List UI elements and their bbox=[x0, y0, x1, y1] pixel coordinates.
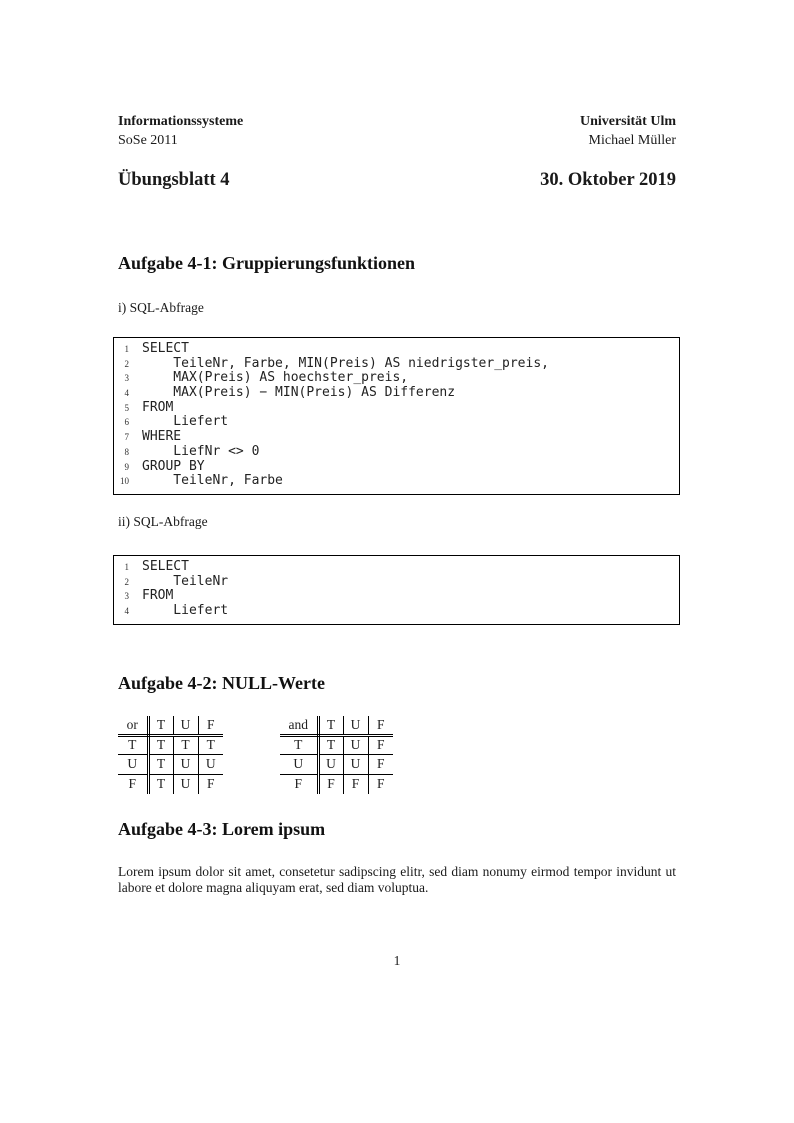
code-text: FROM bbox=[142, 588, 174, 604]
code-line bbox=[114, 371, 671, 386]
column-header: T bbox=[148, 716, 173, 736]
table-cell: F bbox=[376, 737, 385, 753]
row-label: T bbox=[280, 735, 318, 755]
table-cell: F bbox=[368, 774, 393, 794]
table-cell: F bbox=[368, 755, 393, 775]
row-label: F bbox=[280, 774, 318, 794]
line-number: 10 bbox=[120, 476, 129, 487]
code-text: MAX(Preis) − MIN(Preis) AS Differenz bbox=[142, 385, 456, 401]
table-cell: U bbox=[343, 735, 368, 755]
table-row bbox=[118, 755, 223, 775]
code-text: MAX(Preis) AS hoechster_preis, bbox=[142, 370, 409, 386]
code-line bbox=[114, 415, 671, 430]
row-label: T bbox=[118, 735, 148, 755]
semester-label: SoSe 2011 bbox=[118, 133, 178, 148]
code-text: LiefNr <> 0 bbox=[142, 443, 260, 459]
code-line bbox=[114, 401, 671, 416]
code-line bbox=[114, 445, 671, 460]
table-cell: F bbox=[198, 774, 223, 794]
title-row bbox=[118, 169, 676, 192]
table-cell: T bbox=[148, 774, 173, 794]
line-number: 3 bbox=[124, 373, 129, 384]
table-header-row bbox=[280, 716, 393, 736]
truth-tables-row bbox=[118, 716, 676, 794]
line-number: 1 bbox=[124, 344, 129, 354]
header-right bbox=[580, 112, 676, 150]
table-cell: T bbox=[148, 735, 173, 755]
table-cell: T bbox=[173, 735, 198, 755]
code-text: TeileNr, Farbe, MIN(Preis) AS niedrigster_preis, bbox=[142, 355, 549, 371]
table-row bbox=[118, 735, 223, 755]
table-row bbox=[280, 755, 393, 775]
code-text: Liefert bbox=[142, 602, 229, 618]
line-number: 4 bbox=[124, 388, 129, 399]
code-line bbox=[114, 342, 671, 357]
line-number: 2 bbox=[124, 576, 129, 587]
table-cell: U bbox=[173, 774, 198, 794]
code-line bbox=[114, 589, 671, 604]
truth-table-and bbox=[280, 716, 393, 794]
table-cell: U bbox=[173, 755, 198, 775]
column-header: U bbox=[173, 716, 198, 736]
table-cell: T bbox=[206, 737, 215, 753]
code-line bbox=[114, 386, 671, 401]
table-cell: T bbox=[148, 755, 173, 775]
section-heading-aufgabe-4-2: Aufgabe 4-2: NULL-Werte bbox=[118, 672, 325, 693]
course-name: Informationssysteme bbox=[118, 114, 244, 129]
lorem-ipsum-paragraph: Lorem ipsum dolor sit amet, consetetur sadipscing elitr, sed diam nonumy eirmod tempor invidunt ut labore et dolore magna aliquyam erat, sed diam voluptua. bbox=[118, 863, 676, 895]
code-text: WHERE bbox=[142, 429, 182, 445]
column-header: F bbox=[368, 716, 393, 736]
code-text: SELECT bbox=[142, 341, 189, 356]
operator-cell: and bbox=[280, 716, 318, 736]
line-number: 3 bbox=[124, 591, 129, 602]
code-line bbox=[114, 460, 671, 475]
document-header bbox=[118, 112, 676, 150]
row-label: U bbox=[118, 755, 148, 775]
line-number: 9 bbox=[124, 461, 129, 472]
code-text: SELECT bbox=[142, 558, 189, 574]
line-number: 7 bbox=[124, 432, 129, 443]
code-line bbox=[114, 560, 671, 575]
line-number: 5 bbox=[124, 402, 129, 413]
code-line bbox=[114, 357, 671, 372]
table-header-row bbox=[118, 716, 223, 736]
row-label: U bbox=[280, 755, 318, 775]
author-name: Michael Müller bbox=[588, 133, 676, 148]
line-number: 1 bbox=[124, 561, 129, 572]
table-cell: F bbox=[343, 774, 368, 794]
table-cell: U bbox=[318, 755, 343, 775]
sheet-title: Übungsblatt 4 bbox=[118, 170, 230, 190]
column-header: F bbox=[198, 716, 223, 736]
operator-cell: or bbox=[118, 716, 148, 736]
table-cell: U bbox=[198, 755, 223, 775]
table-cell: T bbox=[318, 735, 343, 755]
line-number: 4 bbox=[124, 605, 129, 616]
page-number: 1 bbox=[393, 953, 401, 968]
table-row bbox=[280, 735, 393, 755]
table-cell: F bbox=[318, 774, 343, 794]
truth-table-or bbox=[118, 716, 223, 794]
subsection-label-ii: ii) SQL-Abfrage bbox=[118, 513, 208, 529]
code-line bbox=[114, 575, 671, 590]
sql-listing-2 bbox=[113, 555, 680, 625]
table-cell: U bbox=[343, 755, 368, 775]
code-line bbox=[114, 474, 671, 489]
code-text: TeileNr bbox=[142, 573, 229, 589]
section-heading-aufgabe-4-3: Aufgabe 4-3: Lorem ipsum bbox=[118, 818, 326, 839]
subsection-label-i: i) SQL-Abfrage bbox=[118, 300, 204, 315]
code-text: Liefert bbox=[142, 414, 229, 430]
table-row bbox=[280, 774, 393, 794]
header-left bbox=[118, 112, 243, 150]
code-line bbox=[114, 604, 671, 619]
line-number: 6 bbox=[124, 417, 129, 428]
section-heading-aufgabe-4-1: Aufgabe 4-1: Gruppierungsfunktionen bbox=[118, 253, 416, 273]
university-name: Universität Ulm bbox=[579, 114, 676, 129]
line-number: 8 bbox=[124, 446, 129, 457]
table-row bbox=[118, 774, 223, 794]
line-number: 2 bbox=[124, 358, 129, 369]
code-line bbox=[114, 430, 671, 445]
code-text: GROUP BY bbox=[142, 458, 205, 474]
code-text: TeileNr, Farbe bbox=[142, 473, 283, 489]
column-header: T bbox=[318, 716, 343, 736]
sheet-date: 30. Oktober 2019 bbox=[540, 170, 676, 190]
code-text: FROM bbox=[142, 399, 174, 415]
row-label: F bbox=[118, 774, 148, 794]
sql-listing-1 bbox=[113, 337, 680, 495]
column-header: U bbox=[343, 716, 368, 736]
